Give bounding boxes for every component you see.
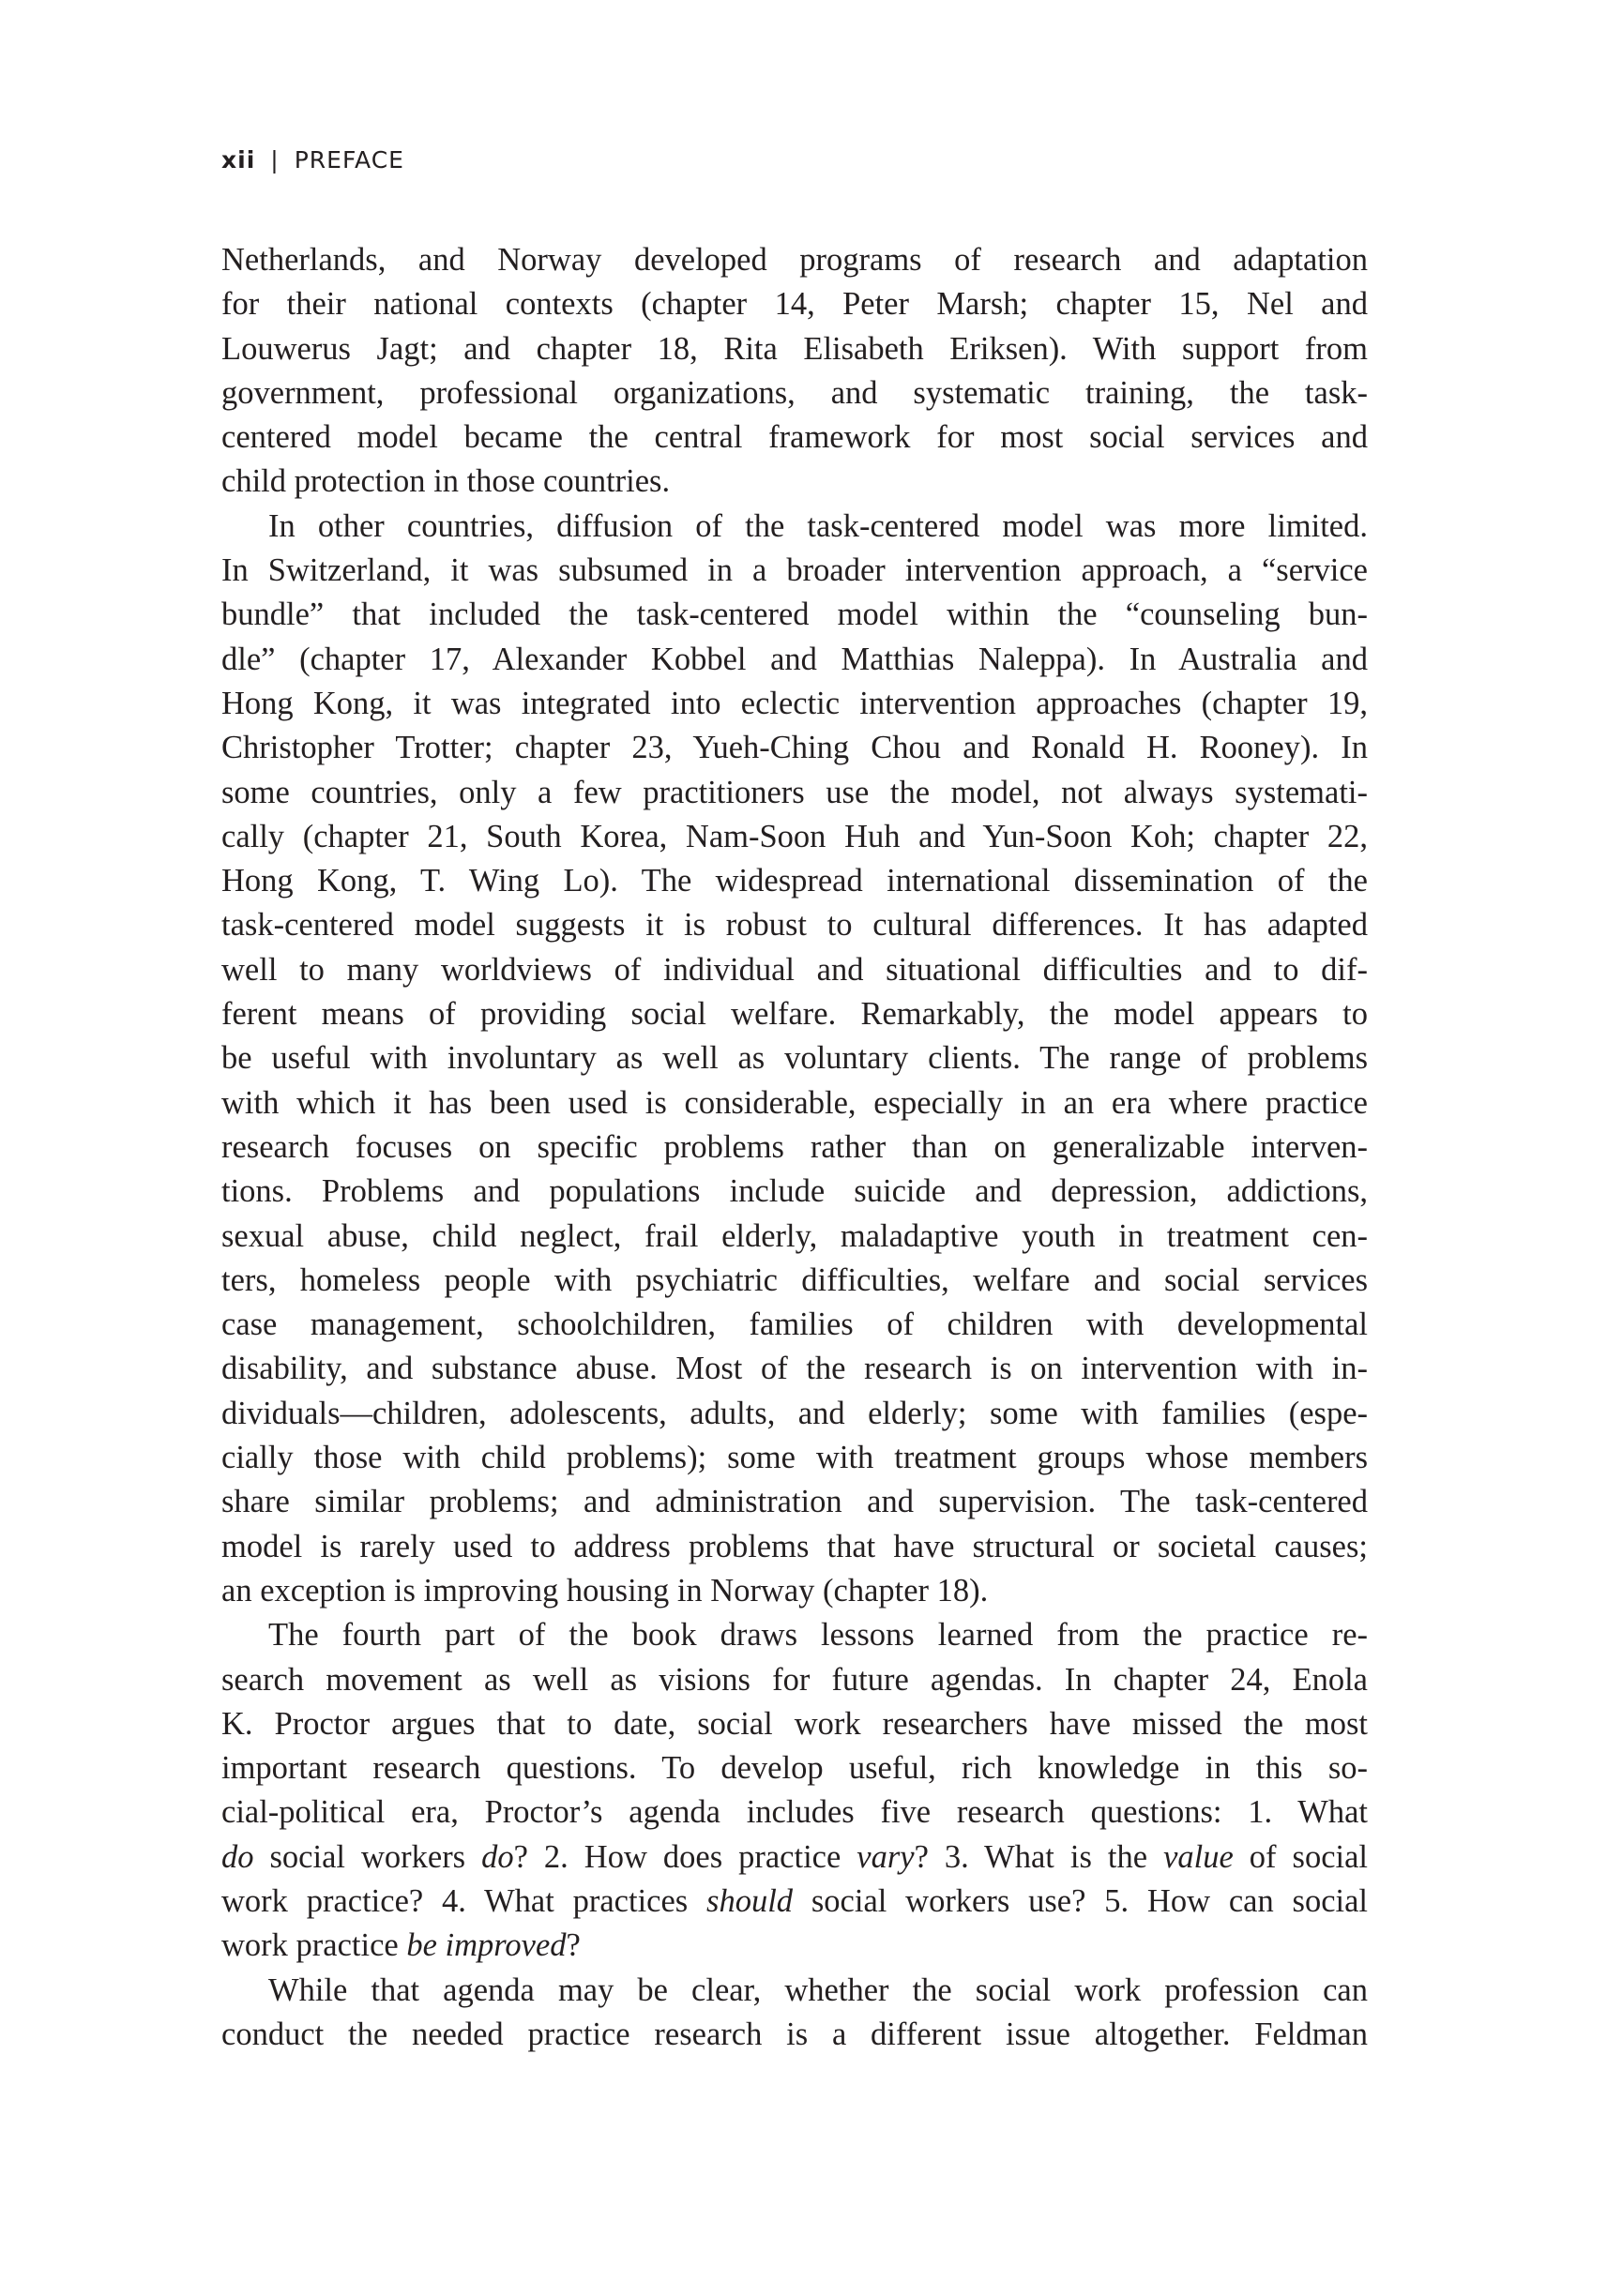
- text-line: The fourth part of the book draws lessons learned from the practice re-: [268, 1617, 1368, 1654]
- text-line: disability, and substance abuse. Most of the research is on intervention with in-: [221, 1351, 1368, 1387]
- running-head: [221, 146, 404, 174]
- text-line: work practice be improved?: [221, 1927, 581, 1964]
- body-text: [221, 238, 1368, 2057]
- page-number: xii: [221, 146, 256, 174]
- text-line: ferent means of providing social welfare. Remarkably, the model appears to: [221, 996, 1368, 1033]
- text-line: case management, schoolchildren, families of children with developmental: [221, 1307, 1368, 1343]
- text-line: share similar problems; and administration and supervision. The task-centered: [221, 1484, 1368, 1520]
- text-line: tions. Problems and populations include suicide and depression, addictions,: [221, 1173, 1368, 1210]
- text-line: ters, homeless people with psychiatric difficulties, welfare and social services: [221, 1261, 1368, 1298]
- text-line: Louwerus Jagt; and chapter 18, Rita Elisabeth Eriksen). With support from: [221, 330, 1368, 367]
- text-line: While that agenda may be clear, whether the social work profession can: [268, 1971, 1368, 2008]
- text-line: task-centered model suggests it is robust to cultural differences. It has adapted: [221, 907, 1368, 944]
- text-line: cially those with child problems); some with treatment groups whose members: [221, 1440, 1368, 1476]
- text-line: cally (chapter 21, South Korea, Nam-Soon Huh and Yun-Soon Koh; chapter 22,: [221, 818, 1368, 854]
- text-line: dividuals—children, adolescents, adults, and elderly; some with families (espe-: [221, 1395, 1368, 1431]
- running-head-separator: |: [270, 146, 280, 174]
- text-line: research focuses on specific problems rather than on generalizable interven-: [221, 1128, 1368, 1165]
- text-line: child protection in those countries.: [221, 463, 671, 500]
- text-line: for their national contexts (chapter 14, Peter Marsh; chapter 15, Nel and: [221, 286, 1368, 323]
- text-line: Christopher Trotter; chapter 23, Yueh-Ching Chou and Ronald H. Rooney). In: [221, 730, 1368, 766]
- text-line: sexual abuse, child neglect, frail elderly, maladaptive youth in treatment cen-: [221, 1217, 1368, 1254]
- text-line: do social workers do? 2. How does practice vary? 3. What is the value of social: [221, 1838, 1368, 1875]
- text-line: Hong Kong, T. Wing Lo). The widespread international dissemination of the: [221, 863, 1368, 899]
- text-line: K. Proctor argues that to date, social work researchers have missed the most: [221, 1705, 1368, 1742]
- text-line: dle” (chapter 17, Alexander Kobbel and Matthias Naleppa). In Australia and: [221, 641, 1368, 677]
- text-line: Hong Kong, it was integrated into eclectic intervention approaches (chapter 19,: [221, 685, 1368, 721]
- text-line: cial-political era, Proctor’s agenda includes five research questions: 1. What: [221, 1794, 1368, 1831]
- text-line: an exception is improving housing in Norway (chapter 18).: [221, 1572, 989, 1609]
- text-line: work practice? 4. What practices should social workers use? 5. How can social: [221, 1882, 1368, 1919]
- text-line: some countries, only a few practitioners use the model, not always systemati-: [221, 774, 1368, 810]
- text-line: model is rarely used to address problems that have structural or societal causes;: [221, 1528, 1368, 1564]
- text-line: government, professional organizations, and systematic training, the task-: [221, 374, 1368, 411]
- text-line: centered model became the central framework for most social services and: [221, 419, 1368, 456]
- text-line: Netherlands, and Norway developed programs of research and adaptation: [221, 242, 1368, 278]
- text-line: search movement as well as visions for future agendas. In chapter 24, Enola: [221, 1661, 1368, 1698]
- section-title: PREFACE: [294, 146, 404, 174]
- text-line: bundle” that included the task-centered model within the “counseling bun-: [221, 597, 1368, 633]
- text-line: In Switzerland, it was subsumed in a broader intervention approach, a “service: [221, 552, 1368, 589]
- text-line: In other countries, diffusion of the task-centered model was more limited.: [268, 507, 1368, 544]
- text-line: important research questions. To develop useful, rich knowledge in this so-: [221, 1750, 1368, 1787]
- text-line: well to many worldviews of individual and situational difficulties and to dif-: [221, 951, 1368, 988]
- text-line: with which it has been used is considerable, especially in an era where practice: [221, 1084, 1368, 1121]
- text-line: conduct the needed practice research is a different issue altogether. Feldman: [221, 2016, 1368, 2052]
- text-line: be useful with involuntary as well as voluntary clients. The range of problems: [221, 1040, 1368, 1077]
